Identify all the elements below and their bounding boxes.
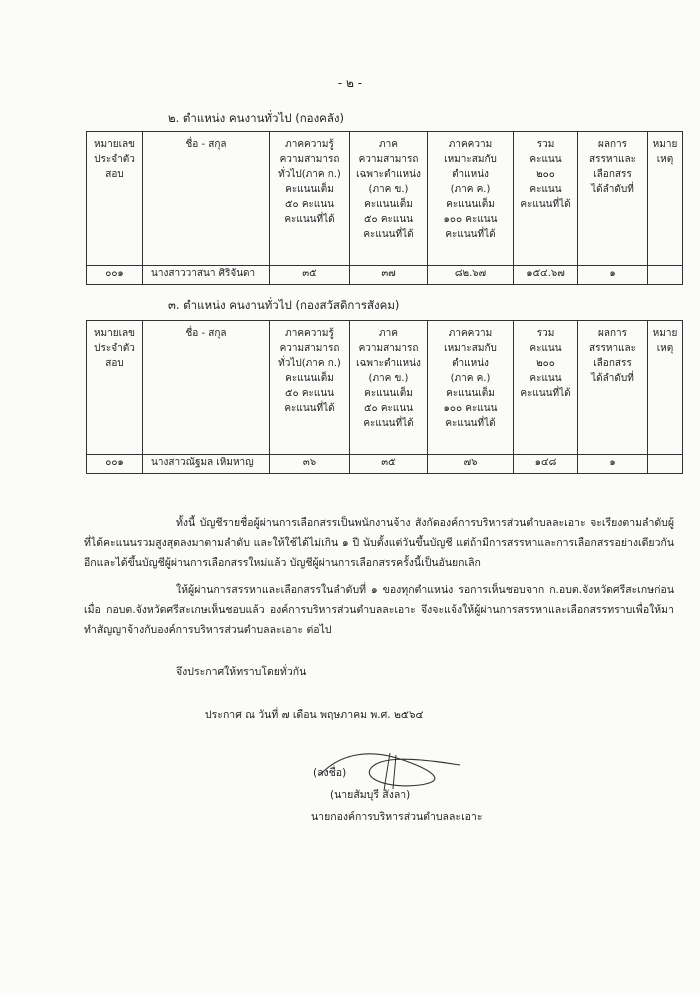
header-part-c: ภาคความ เหมาะสมกับ ตำแหน่ง (ภาค ค.) คะแนนเต็ม ๑๐๐ คะแนน คะแนนที่ได้ xyxy=(428,321,514,455)
validity-paragraph: ทั้งนี้ บัญชีรายชื่อผู้ผ่านการเลือกสรรเป็นพนักงานจ้าง สังกัดองค์การบริหารส่วนตำบลละเอาะ จะเรียงตามลำดับผู้ที่ได้คะแนนรวมสูงสุดลงมาตามลำดับ และให้ใช้ได้ไม่เกิน ๑ ปี นับตั้งแต่วันขึ้นบัญชี แต่ถ้ามีการสรรหาและการเลือกสรรอย่างเดียวกันอีกและได้ขึ้นบัญชีผู้ผ่านการเลือกสรรใหม่แล้ว บัญชีผู้ผ่านการเลือกสรรครั้งนี้เป็นอันยกเลิก xyxy=(84,517,674,569)
announcement-line: จึงประกาศให้ทราบโดยทั่วกัน xyxy=(176,666,307,678)
header-part-b: ภาค ความสามารถ เฉพาะตำแหน่ง (ภาค ข.) คะแนนเต็ม ๕๐ คะแนน คะแนนที่ได้ xyxy=(350,321,428,455)
score-table-section-2 xyxy=(86,131,683,285)
table-header-row xyxy=(87,132,683,266)
table-row xyxy=(87,266,683,285)
header-name: ชื่อ - สกุล xyxy=(143,321,270,455)
header-note: หมาย เหตุ xyxy=(648,132,683,266)
announcement-date: ประกาศ ณ วันที่ ๗ เดือน พฤษภาคม พ.ศ. ๒๕๖๔ xyxy=(205,709,424,721)
header-total: รวม คะแนน ๒๐๐ คะแนน คะแนนที่ได้ xyxy=(514,132,578,266)
header-exam-id: หมายเลข ประจำตัว สอบ xyxy=(87,321,143,455)
header-total: รวม คะแนน ๒๐๐ คะแนน คะแนนที่ได้ xyxy=(514,321,578,455)
cell-part-b: ๓๕ xyxy=(350,455,428,474)
sign-label: (ลงชื่อ) xyxy=(313,767,347,779)
signer-title: นายกองค์การบริหารส่วนตำบลละเอาะ xyxy=(311,811,483,823)
header-part-a: ภาคความรู้ ความสามารถ ทั่วไป(ภาค ก.) คะแนนเต็ม ๕๐ คะแนน คะแนนที่ได้ xyxy=(270,321,350,455)
cell-exam-id: ๐๐๑ xyxy=(87,455,143,474)
cell-exam-id: ๐๐๑ xyxy=(87,266,143,285)
page-number: - ๒ - xyxy=(337,76,363,90)
signer-name: (นายสัมบุรี สังลา) xyxy=(330,789,411,801)
cell-note xyxy=(648,455,683,474)
header-result: ผลการ สรรหาและ เลือกสรร ได้ลำดับที่ xyxy=(578,321,648,455)
cell-part-c: ๗๖ xyxy=(428,455,514,474)
cell-part-a: ๓๖ xyxy=(270,455,350,474)
cell-part-a: ๓๕ xyxy=(270,266,350,285)
table-row xyxy=(87,455,683,474)
cell-total: ๑๕๔.๖๗ xyxy=(514,266,578,285)
cell-total: ๑๔๘ xyxy=(514,455,578,474)
approval-paragraph: ให้ผู้ผ่านการสรรหาและเลือกสรรในลำดับที่ ๑ ของทุกตำแหน่ง รอการเห็นชอบจาก ก.อบต.จังหวัดศรีสะเกษก่อน เมื่อ กอบต.จังหวัดศรีสะเกษเห็นชอบแล้ว องค์การบริหารส่วนตำบลละเอาะ จึงจะแจ้งให้ผู้ผ่านการสรรหาและเลือกสรรทราบเพื่อให้มาทำสัญญาจ้างกับองค์การบริหารส่วนตำบลละเอาะ ต่อไป xyxy=(84,584,674,636)
cell-note xyxy=(648,266,683,285)
section-2-heading: ๒. ตำแหน่ง คนงานทั่วไป (กองคลัง) xyxy=(168,111,345,125)
header-part-a: ภาคความรู้ ความสามารถ ทั่วไป(ภาค ก.) คะแนนเต็ม ๕๐ คะแนน คะแนนที่ได้ xyxy=(270,132,350,266)
score-table-section-3 xyxy=(86,320,683,474)
header-part-b: ภาค ความสามารถ เฉพาะตำแหน่ง (ภาค ข.) คะแนนเต็ม ๕๐ คะแนน คะแนนที่ได้ xyxy=(350,132,428,266)
cell-rank: ๑ xyxy=(578,455,648,474)
cell-part-b: ๓๗ xyxy=(350,266,428,285)
table-header-row xyxy=(87,321,683,455)
cell-name: นางสาวณัฐมล เหิมหาญ xyxy=(143,455,270,474)
cell-name: นางสาววาสนา ศิริจันดา xyxy=(143,266,270,285)
section-3-heading: ๓. ตำแหน่ง คนงานทั่วไป (กองสวัสดิการสังคม) xyxy=(168,298,400,312)
cell-rank: ๑ xyxy=(578,266,648,285)
header-part-c: ภาคความ เหมาะสมกับ ตำแหน่ง (ภาค ค.) คะแนนเต็ม ๑๐๐ คะแนน คะแนนที่ได้ xyxy=(428,132,514,266)
header-result: ผลการ สรรหาและ เลือกสรร ได้ลำดับที่ xyxy=(578,132,648,266)
cell-part-c: ๘๒.๖๗ xyxy=(428,266,514,285)
header-exam-id: หมายเลข ประจำตัว สอบ xyxy=(87,132,143,266)
header-name: ชื่อ - สกุล xyxy=(143,132,270,266)
header-note: หมาย เหตุ xyxy=(648,321,683,455)
